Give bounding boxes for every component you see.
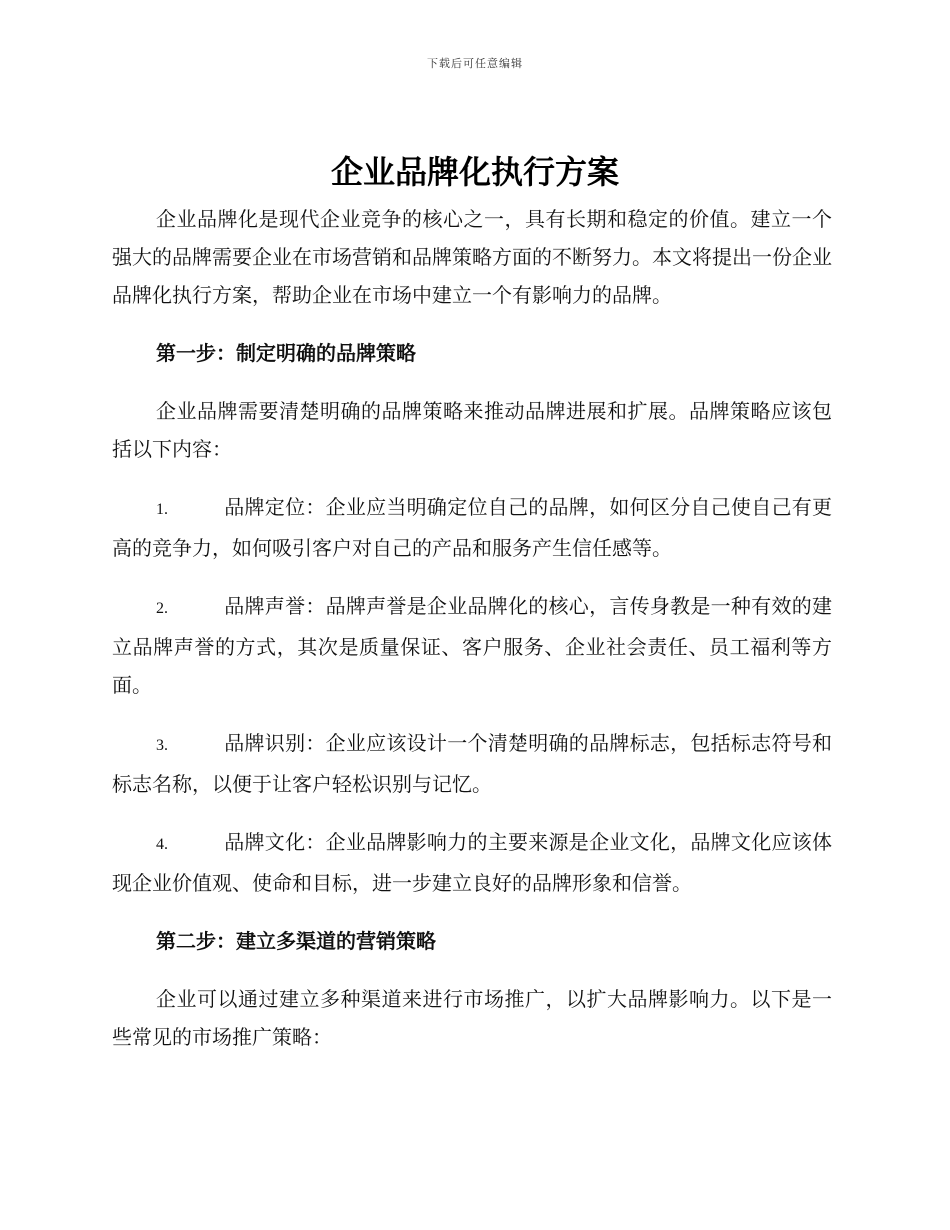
list-number: 1. <box>156 501 168 518</box>
step2-paragraph: 企业可以通过建立多种渠道来进行市场推广，以扩大品牌影响力。以下是一些常见的市场推广策略： <box>112 987 832 1049</box>
list-text: 品牌文化：企业品牌影响力的主要来源是企业文化，品牌文化应该体现企业价值观、使命和目标，进一步建立良好的品牌形象和信誉。 <box>112 830 832 895</box>
list-text: 品牌声誉：品牌声誉是企业品牌化的核心，言传身教是一种有效的建立品牌声誉的方式，其次是质量保证、客户服务、企业社会责任、员工福利等方面。 <box>112 594 832 697</box>
header-note: 下载后可任意编辑 <box>427 57 523 70</box>
list-item <box>112 587 832 704</box>
list-number: 2. <box>156 600 168 617</box>
list-number: 3. <box>156 737 168 754</box>
intro-paragraph: 企业品牌化是现代企业竞争的核心之一，具有长期和稳定的价值。建立一个强大的品牌需要企业在市场营销和品牌策略方面的不断努力。本文将提出一份企业品牌化执行方案，帮助企业在市场中建立一个有影响力的品牌。 <box>112 207 832 307</box>
step1-heading: 第一步：制定明确的品牌策略 <box>156 341 416 365</box>
document-title: 企业品牌化执行方案 <box>330 153 619 191</box>
list-item <box>112 823 832 902</box>
list-item <box>112 488 832 567</box>
list-number: 4. <box>156 836 168 853</box>
step2-heading: 第二步：建立多渠道的营销策略 <box>156 929 436 953</box>
list-text: 品牌识别：企业应该设计一个清楚明确的品牌标志，包括标志符号和标志名称，以便于让客户轻松识别与记忆。 <box>112 731 832 796</box>
list-text: 品牌定位：企业应当明确定位自己的品牌，如何区分自己使自己有更高的竞争力，如何吸引客户对自己的产品和服务产生信任感等。 <box>112 495 832 560</box>
step1-paragraph: 企业品牌需要清楚明确的品牌策略来推动品牌进展和扩展。品牌策略应该包括以下内容： <box>112 399 832 461</box>
list-item <box>112 724 832 803</box>
document-body <box>112 200 832 1076</box>
